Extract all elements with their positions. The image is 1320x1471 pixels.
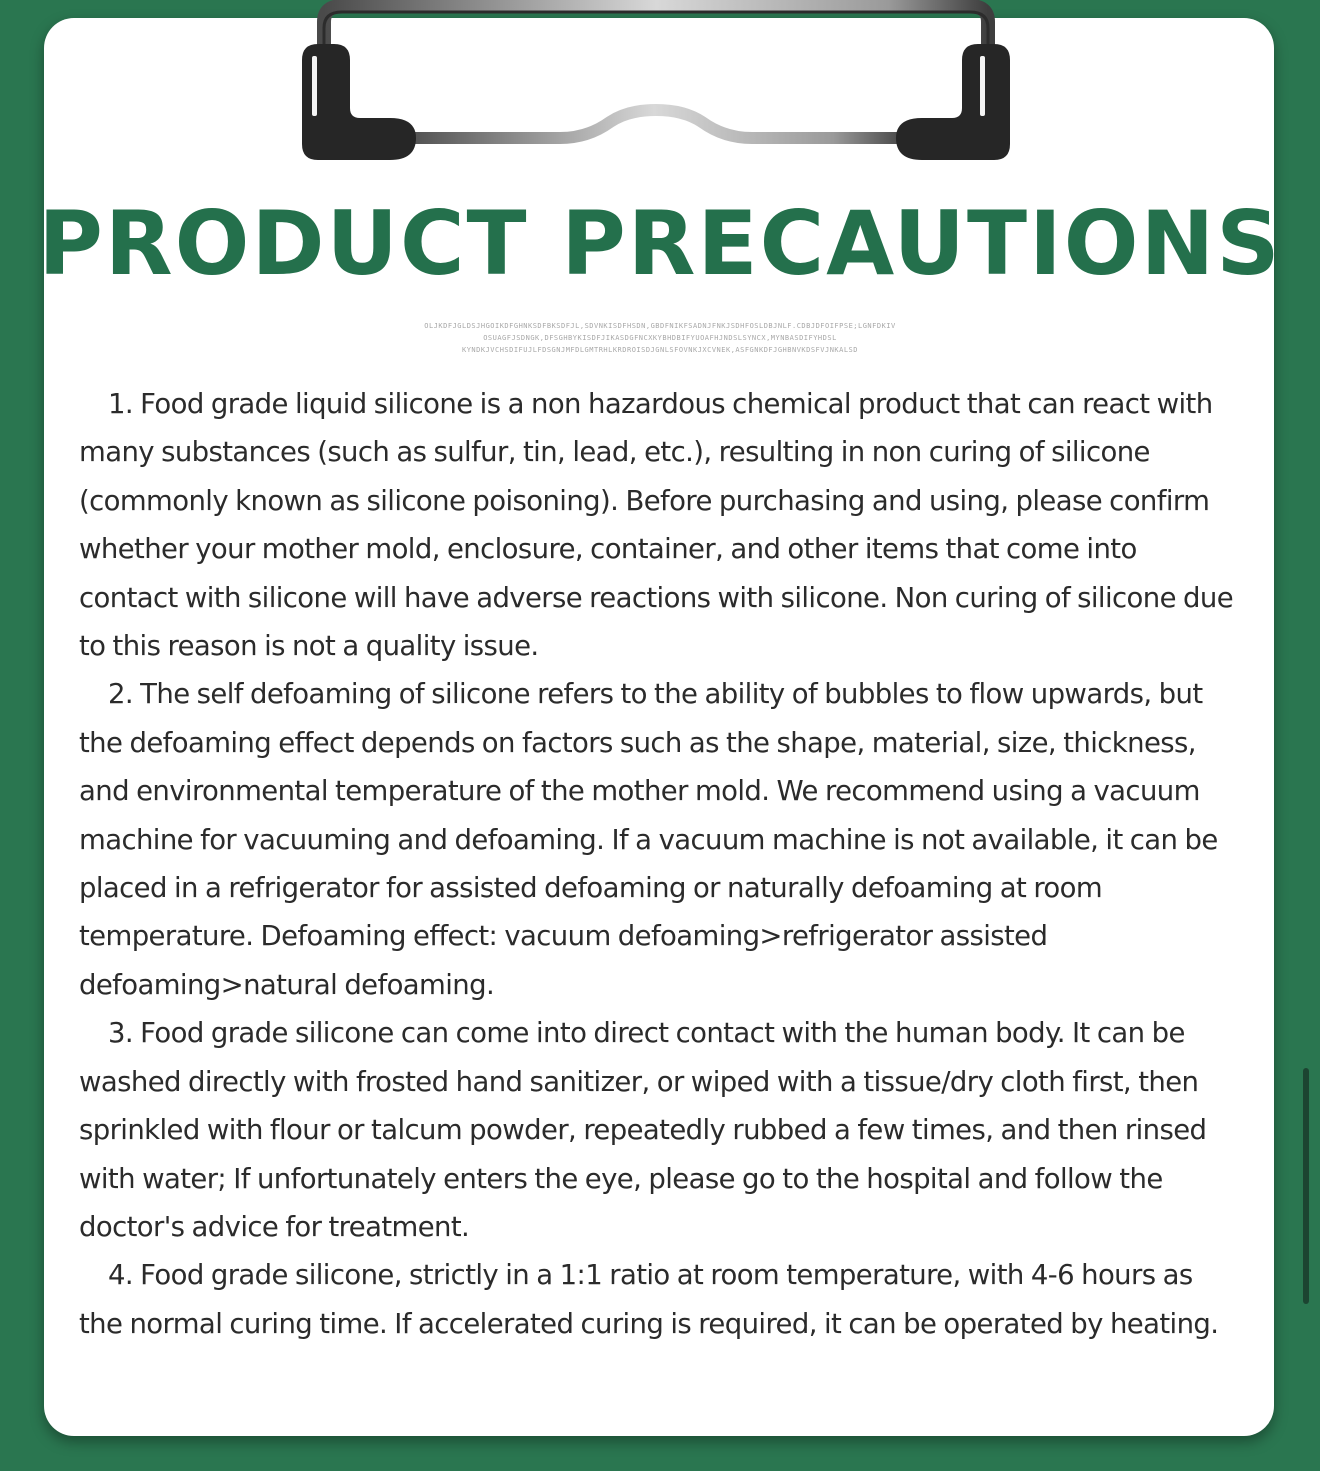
decorative-text — [300, 320, 1020, 356]
scrollbar[interactable] — [1303, 1068, 1309, 1304]
decorative-line: OLJKDFJGLDSJHGOIKDFGHNKSDFBKSDFJL,SDVNKISDFHSDN,GBDFNIKFSADNJFNKJSDHFOSLDBJNLF.CDBJDFOIFPSE;LGNFDKIV — [424, 322, 896, 330]
precaution-item: 4. Food grade silicone, strictly in a 1:1 ratio at room temperature, with 4-6 hours as the normal curing time. If accelerated curing is required, it can be operated by heating. — [79, 1259, 1219, 1340]
precaution-item: 1. Food grade liquid silicone is a non hazardous chemical product that can react with many substances (such as sulfur, tin, lead, etc.), resulting in non curing of silicone (commonly known as silicone poisoning). Before purchasing and using, please confirm whether your mother mold, enclosure, container, and other items that come into contact with silicone will have adverse reactions with silicone. Non curing of silicone due to this reason is not a quality issue. — [79, 388, 1234, 663]
clipboard-clip-icon — [298, 0, 1014, 164]
decorative-line: OSUAGFJSDNGK,DFSGHBYKISDFJIKASDGFNCXKYBHDBIFYUOAFHJNDSLSYNCX,MYNBASDIFYHDSL — [483, 334, 837, 342]
precaution-item: 3. Food grade silicone can come into direct contact with the human body. It can be washed directly with frosted hand sanitizer, or wiped with a tissue/dry cloth first, then sprinkled with flour or talcum powder, repeatedly rubbed a few times, and then rinsed with water; If unfortunately enters the eye, please go to the hospital and follow the doctor's advice for treatment. — [79, 1017, 1207, 1243]
precautions-list — [79, 380, 1241, 1348]
precaution-item: 2. The self defoaming of silicone refers to the ability of bubbles to flow upwards, but the defoaming effect depends on factors such as the shape, material, size, thickness, and environmental temperature of the mother mold. We recommend using a vacuum machine for vacuuming and defoaming. If a vacuum machine is not available, it can be placed in a refrigerator for assisted defoaming or naturally defoaming at room temperature. Defoaming effect: vacuum defoaming>refrigerator assisted defoaming>natural defoaming. — [79, 678, 1218, 1001]
page-title: PRODUCT PRECAUTIONS — [38, 192, 1282, 295]
decorative-line: KYNDKJVCHSDIFUJLFDSGNJMFDLGMTRHLKRDROISDJGNLSFOVNKJXCVNEK,ASFGNKDFJGHBNVKDSFVJNKALSD — [461, 346, 858, 354]
